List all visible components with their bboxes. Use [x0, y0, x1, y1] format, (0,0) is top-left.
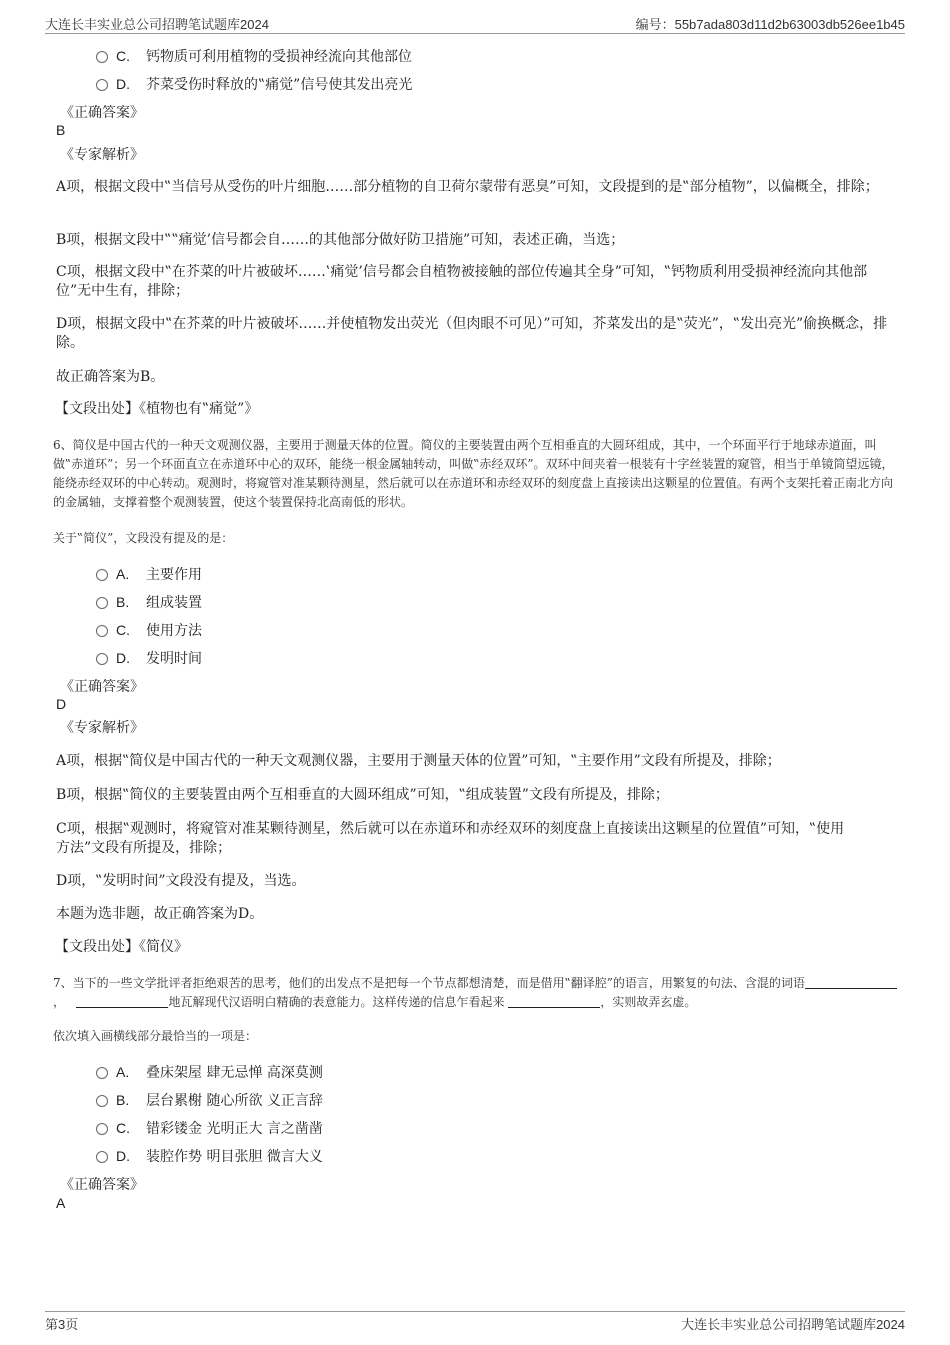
q5-analysis-d: D项，根据文段中‟在芥菜的叶片被破坏……并使植物发出荧光（但肉眼不可见）”可知，芥菜发出的是‟荧光”，‟发出亮光”偷换概念，排除。	[56, 316, 888, 351]
header-title: 大连长丰实业总公司招聘笔试题库2024	[45, 17, 269, 32]
q5-analysis-label: 《专家解析》	[60, 147, 144, 163]
page-number: 第3页	[45, 1317, 79, 1332]
radio-icon[interactable]	[96, 51, 108, 63]
q6-option-a[interactable]: A. 主要作用	[96, 564, 202, 585]
q7-option-c[interactable]: C. 错彩镂金 光明正大 言之凿凿	[96, 1118, 323, 1139]
q6-option-b[interactable]: B. 组成装置	[96, 592, 202, 613]
q5-conclusion: 故正确答案为B。	[56, 369, 165, 385]
radio-icon[interactable]	[96, 1067, 108, 1079]
q6-analysis-c: C项，根据‟观测时，将窥管对准某颗待测星，然后就可以在赤道环和赤经双环的刻度盘上直接读出这颗星的位置值”可知，‟使用方法”文段有所提及，排除；	[56, 821, 845, 856]
q6-analysis-d: D项，‟发明时间”文段没有提及，当选。	[56, 873, 306, 889]
q6-analysis-a: A项，根据‟简仪是中国古代的一种天文观测仪器，主要用于测量天体的位置”可知，‟主要作用”文段有所提及，排除；	[56, 753, 781, 769]
q6-conclusion: 本题为选非题，故正确答案为D。	[56, 906, 264, 922]
q6-prompt: 关于‟简仪”，文段没有提及的是：	[53, 531, 234, 545]
radio-icon[interactable]	[96, 597, 108, 609]
q5-answer-label: 《正确答案》	[60, 105, 144, 121]
q7-stem: 7、当下的一些文学批评者拒绝艰苦的思考，他们的出发点不是把每一个节点都想清楚，而是借用‟翻译腔”的语言，用繁复的句法、含混的词语， 地瓦解现代汉语明白精确的表意能力。这样传递的信息乍看起来 ，实则故弄玄虚。	[53, 974, 903, 1012]
q7-option-b[interactable]: B. 层台累榭 随心所欲 义正言辞	[96, 1090, 323, 1111]
radio-icon[interactable]	[96, 1123, 108, 1135]
blank-1[interactable]	[805, 976, 897, 989]
blank-2[interactable]	[76, 995, 168, 1008]
q6-stem: 6、简仪是中国古代的一种天文观测仪器，主要用于测量天体的位置。简仪的主要装置由两个互相垂直的大圆环组成，其中，一个环面平行于地球赤道面，叫做‟赤道环”；另一个环面直立在赤道环中心的双环，能绕一根金属轴转动，叫做‟赤经双环”。双环中间夹着一根装有十字丝装置的窥管，相当于单镜筒望远镜，能绕赤经双环的中心转动。观测时，将窥管对准某颗待测星，然后就可以在赤道环和赤经双环的刻度盘上直接读出这颗星的位置值。有两个支架托着正南北方向的金属轴，支撑着整个观测装置，使这个装置保持北高南低的形状。	[53, 438, 894, 509]
q5-option-d[interactable]: D. 芥菜受伤时释放的‟痛觉”信号使其发出亮光	[96, 74, 412, 95]
footer-title: 大连长丰实业总公司招聘笔试题库2024	[681, 1317, 905, 1332]
blank-3[interactable]	[508, 995, 600, 1008]
document-id: 编号：55b7ada803d11d2b63003db526ee1b45	[635, 17, 905, 32]
footer-divider	[45, 1311, 905, 1312]
q5-analysis-c: C项，根据文段中‟在芥菜的叶片被破坏……‛痛觉’信号都会自植物被接触的部位传遍其全身”可知，‟钙物质利用受损神经流向其他部位”无中生有，排除；	[56, 264, 868, 299]
q7-option-d[interactable]: D. 装腔作势 明目张胆 微言大义	[96, 1146, 323, 1167]
radio-icon[interactable]	[96, 1151, 108, 1163]
header-divider	[45, 33, 905, 34]
q5-option-c[interactable]: C. 钙物质可利用植物的受损神经流向其他部位	[96, 46, 412, 67]
q5-answer: B	[56, 122, 66, 138]
q7-prompt: 依次填入画横线部分最恰当的一项是：	[53, 1029, 258, 1043]
q5-analysis-a: A项，根据文段中‟当信号从受伤的叶片细胞……部分植物的自卫荷尔蒙带有恶臭”可知，文段提到的是‟部分植物”，以偏概全，排除；	[56, 179, 879, 195]
q6-source: 【文段出处】《简仪》	[55, 939, 188, 955]
radio-icon[interactable]	[96, 1095, 108, 1107]
radio-icon[interactable]	[96, 653, 108, 665]
radio-icon[interactable]	[96, 79, 108, 91]
q6-answer: D	[56, 696, 67, 712]
q6-option-c[interactable]: C. 使用方法	[96, 620, 202, 641]
q6-analysis-b: B项，根据‟简仪的主要装置由两个互相垂直的大圆环组成”可知，‟组成装置”文段有所提及，排除；	[56, 787, 669, 803]
radio-icon[interactable]	[96, 625, 108, 637]
q5-analysis-b: B项，根据文段中‟‟痛觉’信号都会自……的其他部分做好防卫措施”可知，表述正确，当选；	[56, 232, 625, 248]
q6-answer-label: 《正确答案》	[60, 679, 144, 695]
q7-answer-label: 《正确答案》	[60, 1177, 144, 1193]
q5-source: 【文段出处】《植物也有‟痛觉”》	[55, 401, 259, 417]
q7-option-a[interactable]: A. 叠床架屋 肆无忌惮 高深莫测	[96, 1062, 323, 1083]
radio-icon[interactable]	[96, 569, 108, 581]
q6-option-d[interactable]: D. 发明时间	[96, 648, 202, 669]
q6-analysis-label: 《专家解析》	[60, 720, 144, 736]
q7-answer: A	[56, 1195, 66, 1211]
